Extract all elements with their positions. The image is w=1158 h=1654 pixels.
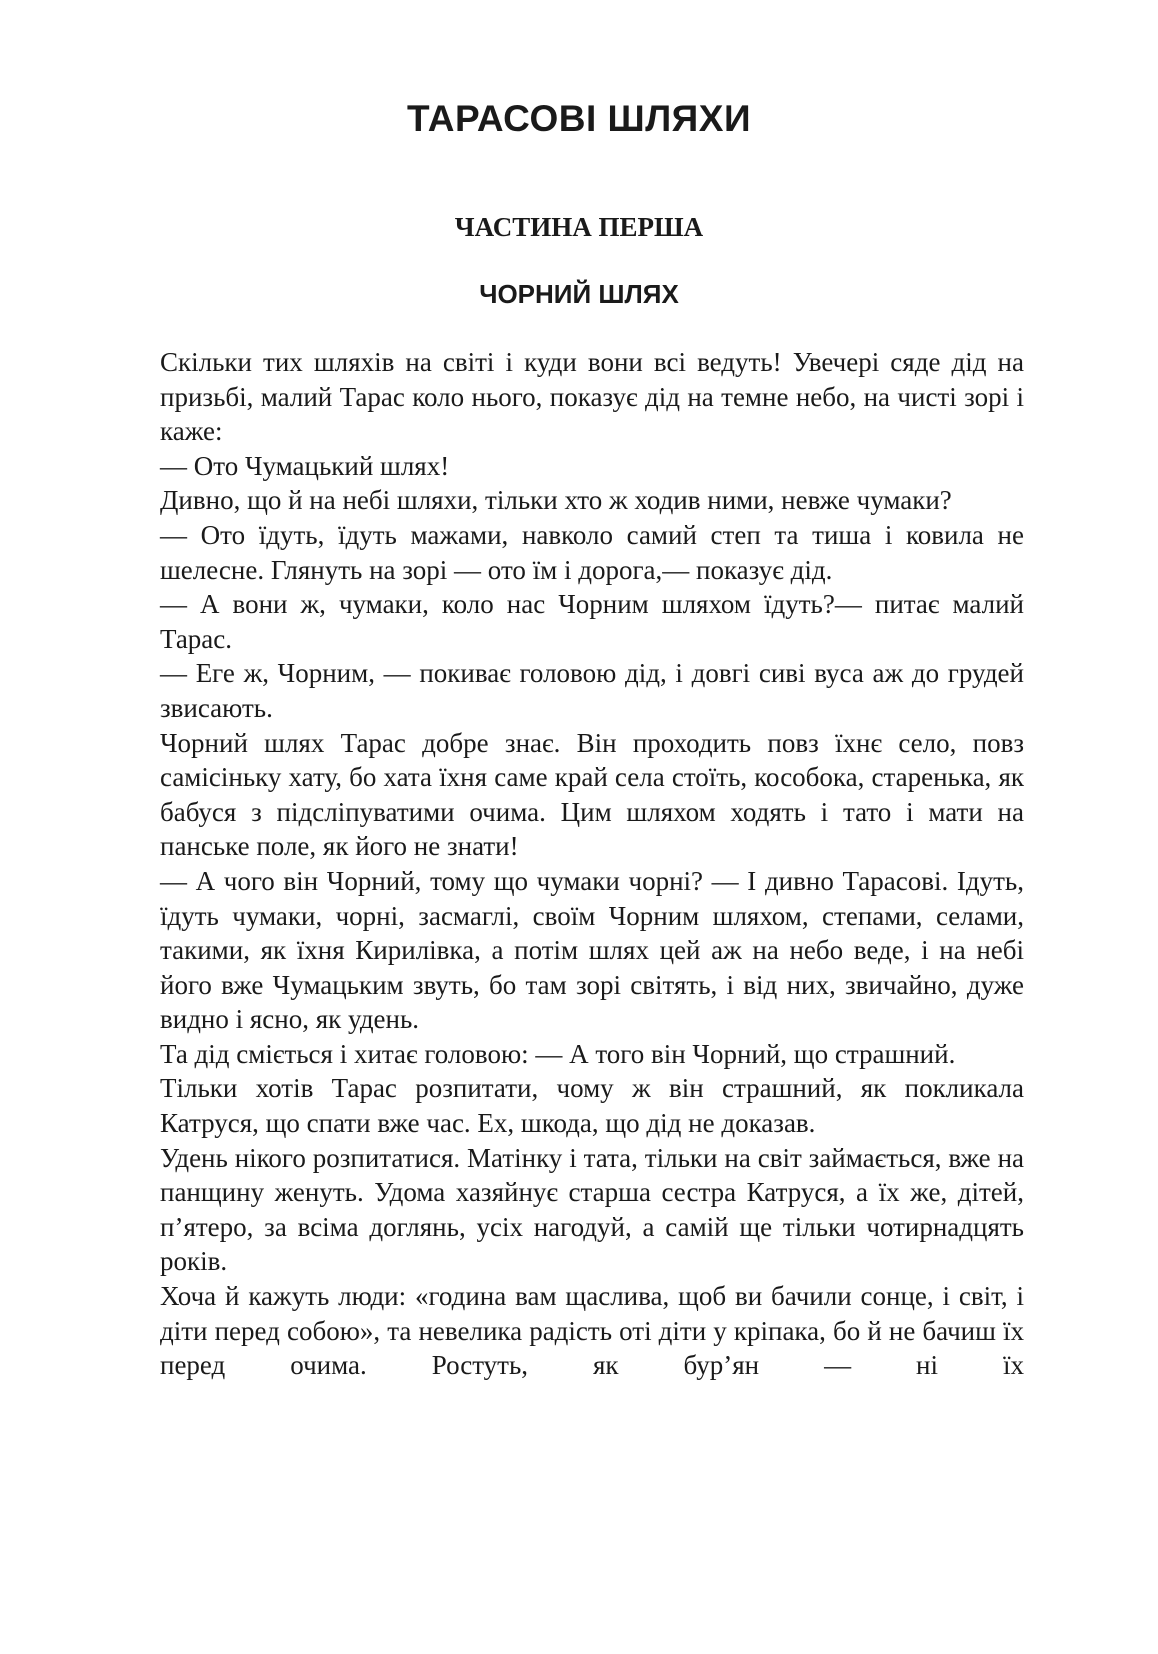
paragraph: — Еге ж, Чорним, — покиває головою дід, і довгі сиві вуса аж до грудей звисають. [160, 658, 1024, 723]
part-label: ЧАСТИНА ПЕРША [454, 212, 704, 242]
paragraph: Тільки хотів Тарас розпитати, чому ж він страшний, як покликала Катруся, що спати вже час. Ех, шкода, що дід не доказав. [160, 1073, 1024, 1139]
paragraph: Хоча й кажуть люди: «година вам щаслива, щоб ви бачили сонце, і світ, і діти перед собою», та невелика радість оті діти у кріпака, бо й не бачиш їх перед очима. Ростуть, як бур’ян — ні їх [160, 1281, 1024, 1381]
paragraph: — А вони ж, чумаки, коло нас Чорним шляхом їдуть?— питає малий Тарас. [160, 589, 1024, 654]
paragraph: — А чого він Чорний, тому що чумаки чорні? — І дивно Тарасові. Ідуть, їдуть чумаки, чорні, засмаглі, своїм Чорним шляхом, степами, селами, такими, як їхня Кирилівка, а потім шлях цей аж на небо веде, і на небі його вже Чумацьким звуть, бо там зорі світять, і від них, звичайно, дуже видно і ясно, як удень. [160, 865, 1024, 1035]
paragraph: Скільки тих шляхів на світі і куди вони всі ведуть! Увечері сяде дід на призьбі, малий Тарас коло нього, показує дід на темне небо, на чисті зорі і каже: [160, 347, 1024, 447]
chapter-body [160, 345, 1024, 1383]
paragraph: Чорний шлях Тарас добре знає. Він проходить повз їхнє село, повз самісіньку хату, бо хата їхня саме край села стоїть, кособока, старенька, як бабуся з підсліпуватими очима. Цим шляхом ходять і тато і мати на панське поле, як його не знати! [160, 727, 1024, 862]
paragraph: — Ото Чумацький шлях! [160, 450, 450, 481]
book-title: ТАРАСОВІ ШЛЯХИ [406, 98, 752, 139]
paragraph: Дивно, що й на небі шляхи, тільки хто ж ходив ними, невже чумаки? [160, 485, 952, 516]
chapter-title: ЧОРНИЙ ШЛЯХ [479, 279, 679, 309]
paragraph: Та дід сміється і хитає головою: — А того він Чорний, що страшний. [160, 1038, 956, 1069]
paragraph: — Ото їдуть, їдуть мажами, навколо самий степ та тиша і ковила не шелесне. Глянуть на зорі — ото їм і дорога,— показує дід. [160, 519, 1024, 585]
paragraph: Удень нікого розпитатися. Матінку і тата, тільки на світ займається, вже на панщину женуть. Удома хазяйнує старша сестра Катруся, а їх же, дітей, п’ятеро, за всіма доглянь, усіх нагодуй, а самій ще тільки чотирнадцять років. [160, 1142, 1024, 1277]
